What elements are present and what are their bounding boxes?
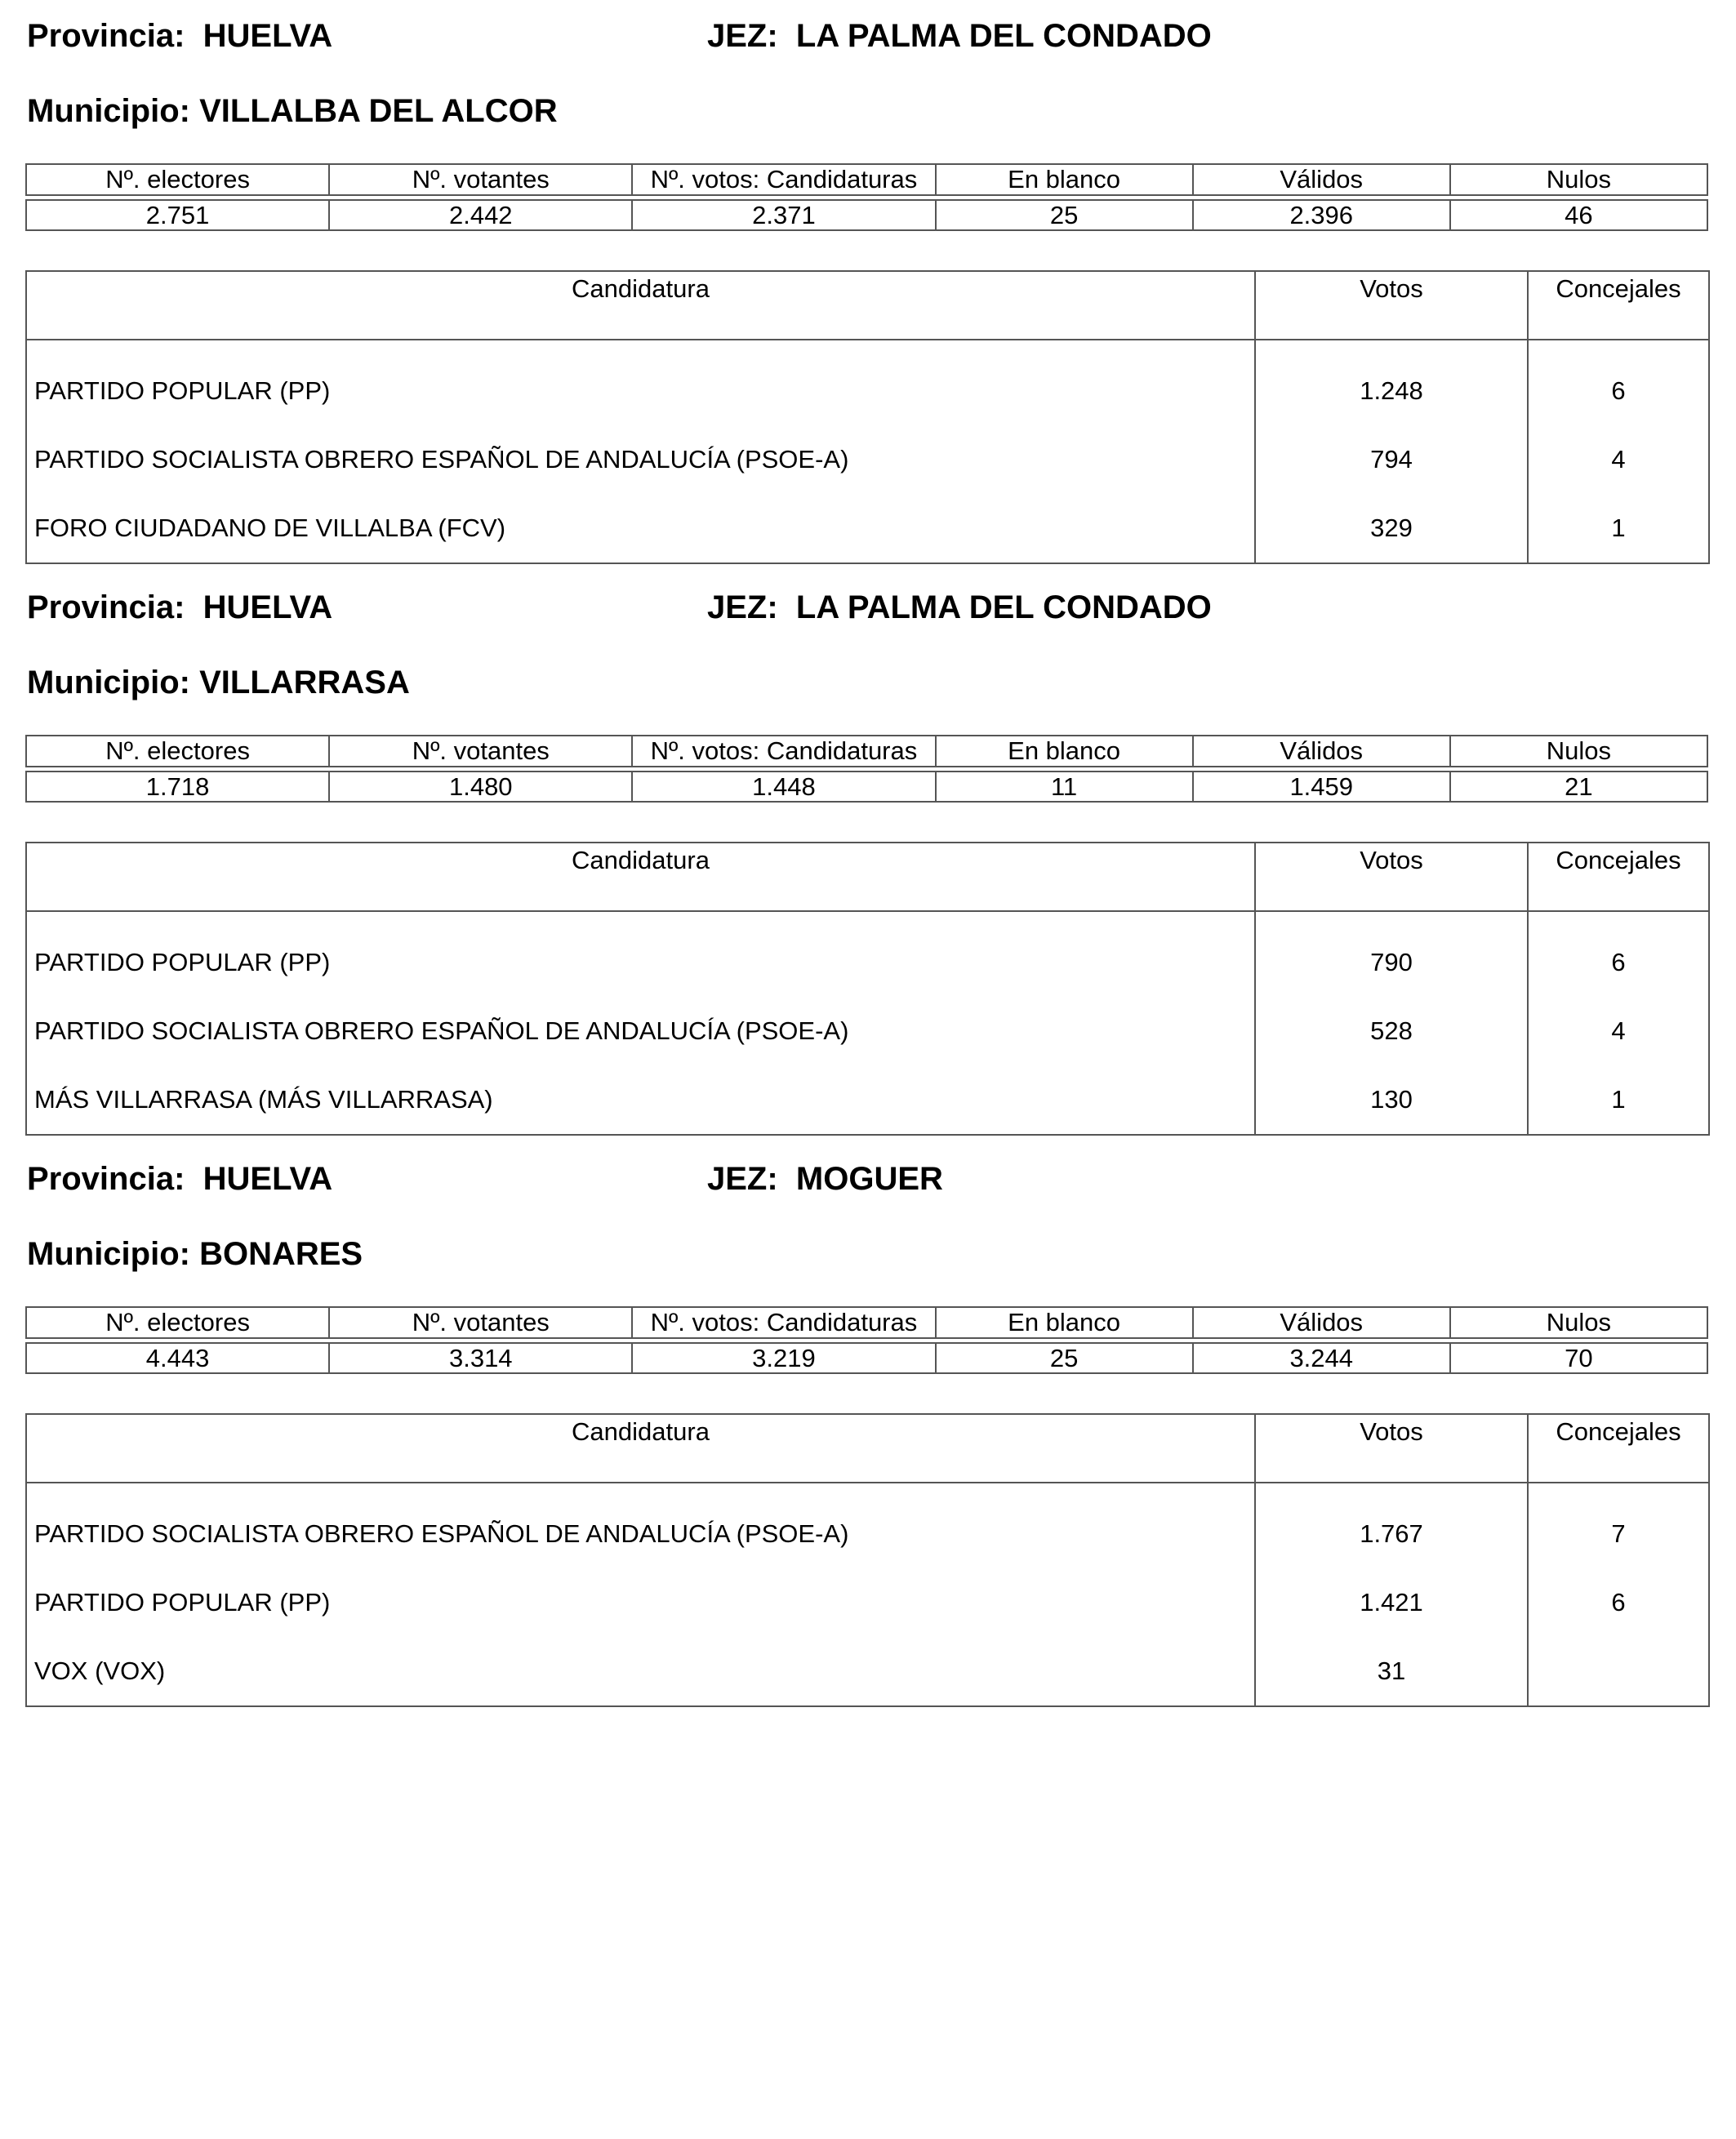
stats-header-cell: Válidos — [1193, 164, 1450, 195]
stats-value-cell: 3.244 — [1193, 1343, 1450, 1373]
stats-header-cell: Nº. electores — [26, 1307, 329, 1338]
jez-heading — [707, 1159, 943, 1198]
candidatura-votos: 528 — [1255, 997, 1528, 1065]
municipio-label: Municipio: — [27, 93, 190, 129]
municipio-value: BONARES — [199, 1236, 363, 1272]
jez-label: JEZ: — [707, 18, 778, 54]
table-spacer — [1528, 1483, 1709, 1500]
candidatura-name: PARTIDO POPULAR (PP) — [26, 357, 1255, 425]
stats-header-cell: En blanco — [936, 164, 1193, 195]
candidatura-row — [26, 357, 1709, 425]
candidatura-name: MÁS VILLARRASA (MÁS VILLARRASA) — [26, 1065, 1255, 1135]
candidatura-name: VOX (VOX) — [26, 1637, 1255, 1706]
candidatura-concejales: 7 — [1528, 1500, 1709, 1568]
candidaturas-table — [25, 842, 1710, 1136]
votos-header: Votos — [1255, 1414, 1528, 1483]
candidatura-header: Candidatura — [26, 1414, 1255, 1483]
concejales-header: Concejales — [1528, 1414, 1709, 1483]
municipio-heading — [27, 663, 410, 702]
stats-value-row — [26, 1343, 1707, 1373]
jez-label: JEZ: — [707, 1161, 778, 1197]
stats-value-cell: 2.442 — [329, 200, 632, 230]
table-spacer — [1528, 911, 1709, 928]
stats-header-cell: Nº. votos: Candidaturas — [632, 736, 935, 767]
candidatura-votos: 1.767 — [1255, 1500, 1528, 1568]
stats-value-cell: 2.751 — [26, 200, 329, 230]
candidatura-row — [26, 1065, 1709, 1135]
stats-value-cell: 3.314 — [329, 1343, 632, 1373]
stats-header-cell: Nulos — [1450, 1307, 1707, 1338]
candidatura-name: PARTIDO POPULAR (PP) — [26, 928, 1255, 997]
candidatura-row — [26, 1568, 1709, 1637]
stats-header-cell: En blanco — [936, 736, 1193, 767]
provincia-value: HUELVA — [203, 589, 333, 625]
candidatura-row — [26, 494, 1709, 563]
stats-header-cell: Nº. votos: Candidaturas — [632, 1307, 935, 1338]
candidatura-concejales — [1528, 1637, 1709, 1706]
stats-value-row — [26, 772, 1707, 802]
stats-header-row — [26, 736, 1707, 767]
candidatura-concejales: 4 — [1528, 997, 1709, 1065]
stats-header-cell: Nº. votos: Candidaturas — [632, 164, 935, 195]
stats-header-cell: Nulos — [1450, 164, 1707, 195]
municipio-label: Municipio: — [27, 1236, 190, 1272]
stats-header-cell: Nº. electores — [26, 164, 329, 195]
candidatura-row — [26, 1637, 1709, 1706]
provincia-label: Provincia: — [27, 18, 185, 54]
candidatura-votos: 1.248 — [1255, 357, 1528, 425]
candidatura-name: PARTIDO POPULAR (PP) — [26, 1568, 1255, 1637]
table-spacer — [26, 911, 1255, 928]
candidatura-name: PARTIDO SOCIALISTA OBRERO ESPAÑOL DE ANDALUCÍA (PSOE-A) — [26, 1500, 1255, 1568]
stats-value-cell: 46 — [1450, 200, 1707, 230]
table-spacer — [26, 340, 1255, 357]
provincia-heading — [27, 16, 332, 56]
provincia-heading — [27, 1159, 332, 1198]
candidatura-name: PARTIDO SOCIALISTA OBRERO ESPAÑOL DE ANDALUCÍA (PSOE-A) — [26, 425, 1255, 494]
stats-value-cell: 2.371 — [632, 200, 935, 230]
stats-header-cell: En blanco — [936, 1307, 1193, 1338]
candidatura-concejales: 6 — [1528, 357, 1709, 425]
jez-heading — [707, 588, 1212, 627]
municipio-heading — [27, 91, 558, 131]
stats-header-cell: Nº. votantes — [329, 736, 632, 767]
candidatura-concejales: 4 — [1528, 425, 1709, 494]
candidatura-votos: 31 — [1255, 1637, 1528, 1706]
table-spacer — [1255, 1483, 1528, 1500]
table-spacer — [1255, 911, 1528, 928]
stats-value-cell: 25 — [936, 1343, 1193, 1373]
stats-value-cell: 70 — [1450, 1343, 1707, 1373]
jez-value: LA PALMA DEL CONDADO — [795, 18, 1212, 54]
concejales-header: Concejales — [1528, 271, 1709, 340]
provincia-label: Provincia: — [27, 1161, 185, 1197]
provincia-label: Provincia: — [27, 589, 185, 625]
votos-header: Votos — [1255, 843, 1528, 911]
table-spacer — [1255, 340, 1528, 357]
stats-header-cell: Nº. votantes — [329, 1307, 632, 1338]
jez-value: LA PALMA DEL CONDADO — [795, 589, 1212, 625]
candidaturas-table — [25, 270, 1710, 564]
candidatura-concejales: 6 — [1528, 928, 1709, 997]
candidatura-header: Candidatura — [26, 271, 1255, 340]
stats-value-cell: 1.448 — [632, 772, 935, 802]
stats-value-cell: 1.718 — [26, 772, 329, 802]
stats-value-cell: 2.396 — [1193, 200, 1450, 230]
candidatura-votos: 790 — [1255, 928, 1528, 997]
stats-value-cell: 25 — [936, 200, 1193, 230]
stats-header-row — [26, 164, 1707, 195]
candidatura-row — [26, 425, 1709, 494]
candidatura-votos: 329 — [1255, 494, 1528, 563]
provincia-value: HUELVA — [203, 18, 333, 54]
candidatura-votos: 1.421 — [1255, 1568, 1528, 1637]
candidatura-row — [26, 1500, 1709, 1568]
municipio-value: VILLARRASA — [199, 665, 410, 700]
municipio-value: VILLALBA DEL ALCOR — [199, 93, 558, 129]
candidaturas-header-row — [26, 843, 1709, 911]
table-spacer — [1528, 340, 1709, 357]
stats-value-cell: 21 — [1450, 772, 1707, 802]
candidaturas-header-row — [26, 271, 1709, 340]
provincia-value: HUELVA — [203, 1161, 333, 1197]
candidatura-row — [26, 928, 1709, 997]
stats-header-cell: Válidos — [1193, 1307, 1450, 1338]
candidatura-votos: 794 — [1255, 425, 1528, 494]
candidaturas-table — [25, 1413, 1710, 1707]
votos-header: Votos — [1255, 271, 1528, 340]
candidatura-header: Candidatura — [26, 843, 1255, 911]
stats-header-row — [26, 1307, 1707, 1338]
stats-value-cell: 1.459 — [1193, 772, 1450, 802]
jez-label: JEZ: — [707, 589, 778, 625]
candidatura-name: PARTIDO SOCIALISTA OBRERO ESPAÑOL DE ANDALUCÍA (PSOE-A) — [26, 997, 1255, 1065]
municipality-section — [0, 1143, 1736, 1714]
stats-value-cell: 11 — [936, 772, 1193, 802]
stats-value-row — [26, 200, 1707, 230]
municipality-section — [0, 0, 1736, 571]
stats-header-cell: Válidos — [1193, 736, 1450, 767]
municipio-heading — [27, 1234, 363, 1274]
stats-header-cell: Nº. votantes — [329, 164, 632, 195]
candidatura-votos: 130 — [1255, 1065, 1528, 1135]
jez-heading — [707, 16, 1212, 56]
provincia-heading — [27, 588, 332, 627]
jez-value: MOGUER — [795, 1161, 943, 1197]
table-spacer — [26, 1483, 1255, 1500]
candidatura-row — [26, 997, 1709, 1065]
stats-header-cell: Nº. electores — [26, 736, 329, 767]
candidaturas-header-row — [26, 1414, 1709, 1483]
stats-header-cell: Nulos — [1450, 736, 1707, 767]
candidatura-concejales: 1 — [1528, 1065, 1709, 1135]
candidatura-concejales: 6 — [1528, 1568, 1709, 1637]
candidatura-name: FORO CIUDADANO DE VILLALBA (FCV) — [26, 494, 1255, 563]
candidatura-concejales: 1 — [1528, 494, 1709, 563]
municipality-section — [0, 571, 1736, 1143]
stats-table — [25, 1306, 1708, 1374]
stats-value-cell: 1.480 — [329, 772, 632, 802]
stats-value-cell: 4.443 — [26, 1343, 329, 1373]
stats-value-cell: 3.219 — [632, 1343, 935, 1373]
concejales-header: Concejales — [1528, 843, 1709, 911]
stats-table — [25, 735, 1708, 803]
stats-table — [25, 163, 1708, 231]
municipio-label: Municipio: — [27, 665, 190, 700]
